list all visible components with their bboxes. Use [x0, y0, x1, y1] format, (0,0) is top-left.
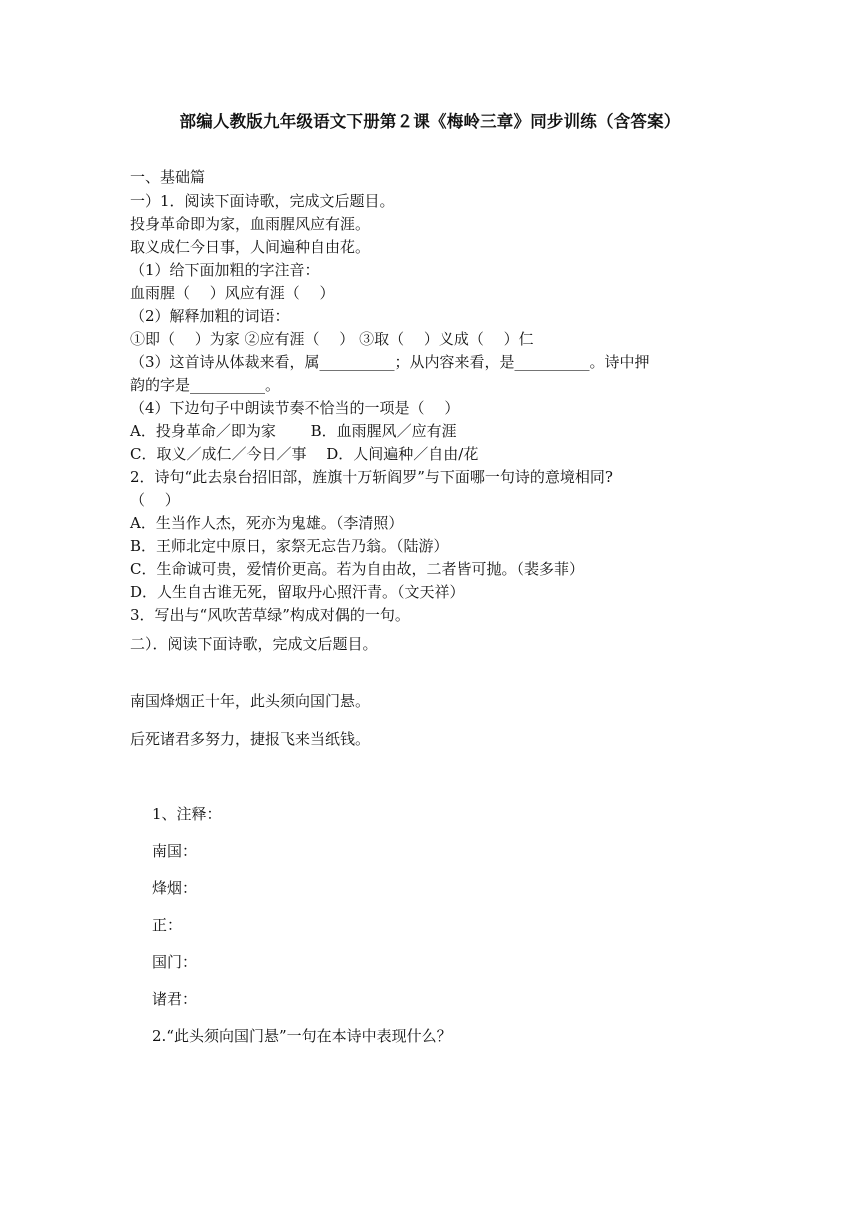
question-1-4-options-ab: A．投身革命／即为家 B．血雨腥风／应有涯: [130, 422, 457, 440]
question-1-1: （1）给下面加粗的字注音：: [130, 261, 320, 279]
notes-heading: 1、注释：: [152, 805, 222, 823]
note-item: 诸君：: [152, 990, 198, 1008]
question-1-3-line-2: 韵的字是__________。: [130, 376, 281, 394]
question-2-option-b: B．王师北定中原日，家祭无忘告乃翁。（陆游）: [130, 537, 449, 555]
poem-line-2: 取义成仁今日事，人间遍种自由花。: [130, 238, 371, 256]
note-item: 烽烟：: [152, 879, 198, 897]
question-3: 3．写出与“风吹苦草绿”构成对偶的一句。: [130, 606, 410, 624]
question-2-option-c: C．生命诚可贵，爱情价更高。若为自由故，二者皆可抛。（裴多菲）: [130, 560, 584, 578]
question-1-4-options-cd: C．取义／成仁／今日／事 D．人间遍种／自由/花: [130, 445, 479, 463]
question-2-line-2: （ ）: [130, 491, 180, 509]
section-2-question-2: 2.“此头须向国门悬”一句在本诗中表现什么？: [152, 1027, 452, 1045]
page-title: 部编人教版九年级语文下册第２课《梅岭三章》同步训练（含答案）: [179, 112, 681, 131]
section-heading: 一、基础篇: [130, 168, 206, 186]
section-2-intro: 二）．阅读下面诗歌，完成文后题目。: [130, 635, 378, 653]
question-1-2: （2）解释加粗的词语：: [130, 307, 290, 325]
question-1-4: （4）下边句子中朗读节奏不恰当的一项是（ ）: [130, 399, 460, 417]
question-2-option-d: D．人生自古谁无死，留取丹心照汗青。（文天祥）: [130, 583, 465, 601]
question-1-intro: 一）1．阅读下面诗歌，完成文后题目。: [130, 192, 395, 210]
question-1-3-line-1: （3）这首诗从体裁来看，属__________；从内容来看，是__________。诗中押: [130, 353, 650, 371]
question-2-line-1: 2．诗句“此去泉台招旧部，旌旗十万斩阎罗”与下面哪一句诗的意境相同?: [130, 468, 613, 486]
note-item: 南国：: [152, 842, 198, 860]
note-item: 正：: [152, 916, 183, 934]
poem-2-line-2: 后死诸君多努力，捷报飞来当纸钱。: [130, 730, 371, 748]
note-item: 国门：: [152, 953, 198, 971]
question-1-1-items: 血雨腥（ ）风应有涯（ ）: [130, 284, 335, 302]
question-2-option-a: A．生当作人杰，死亦为鬼雄。（李清照）: [130, 514, 404, 532]
poem-2-line-1: 南国烽烟正十年，此头须向国门悬。: [130, 692, 371, 710]
poem-line-1: 投身革命即为家，血雨腥风应有涯。: [130, 215, 371, 233]
question-1-2-items: ①即（ ）为家 ②应有涯（ ） ③取（ ）义成（ ）仁: [130, 330, 534, 348]
